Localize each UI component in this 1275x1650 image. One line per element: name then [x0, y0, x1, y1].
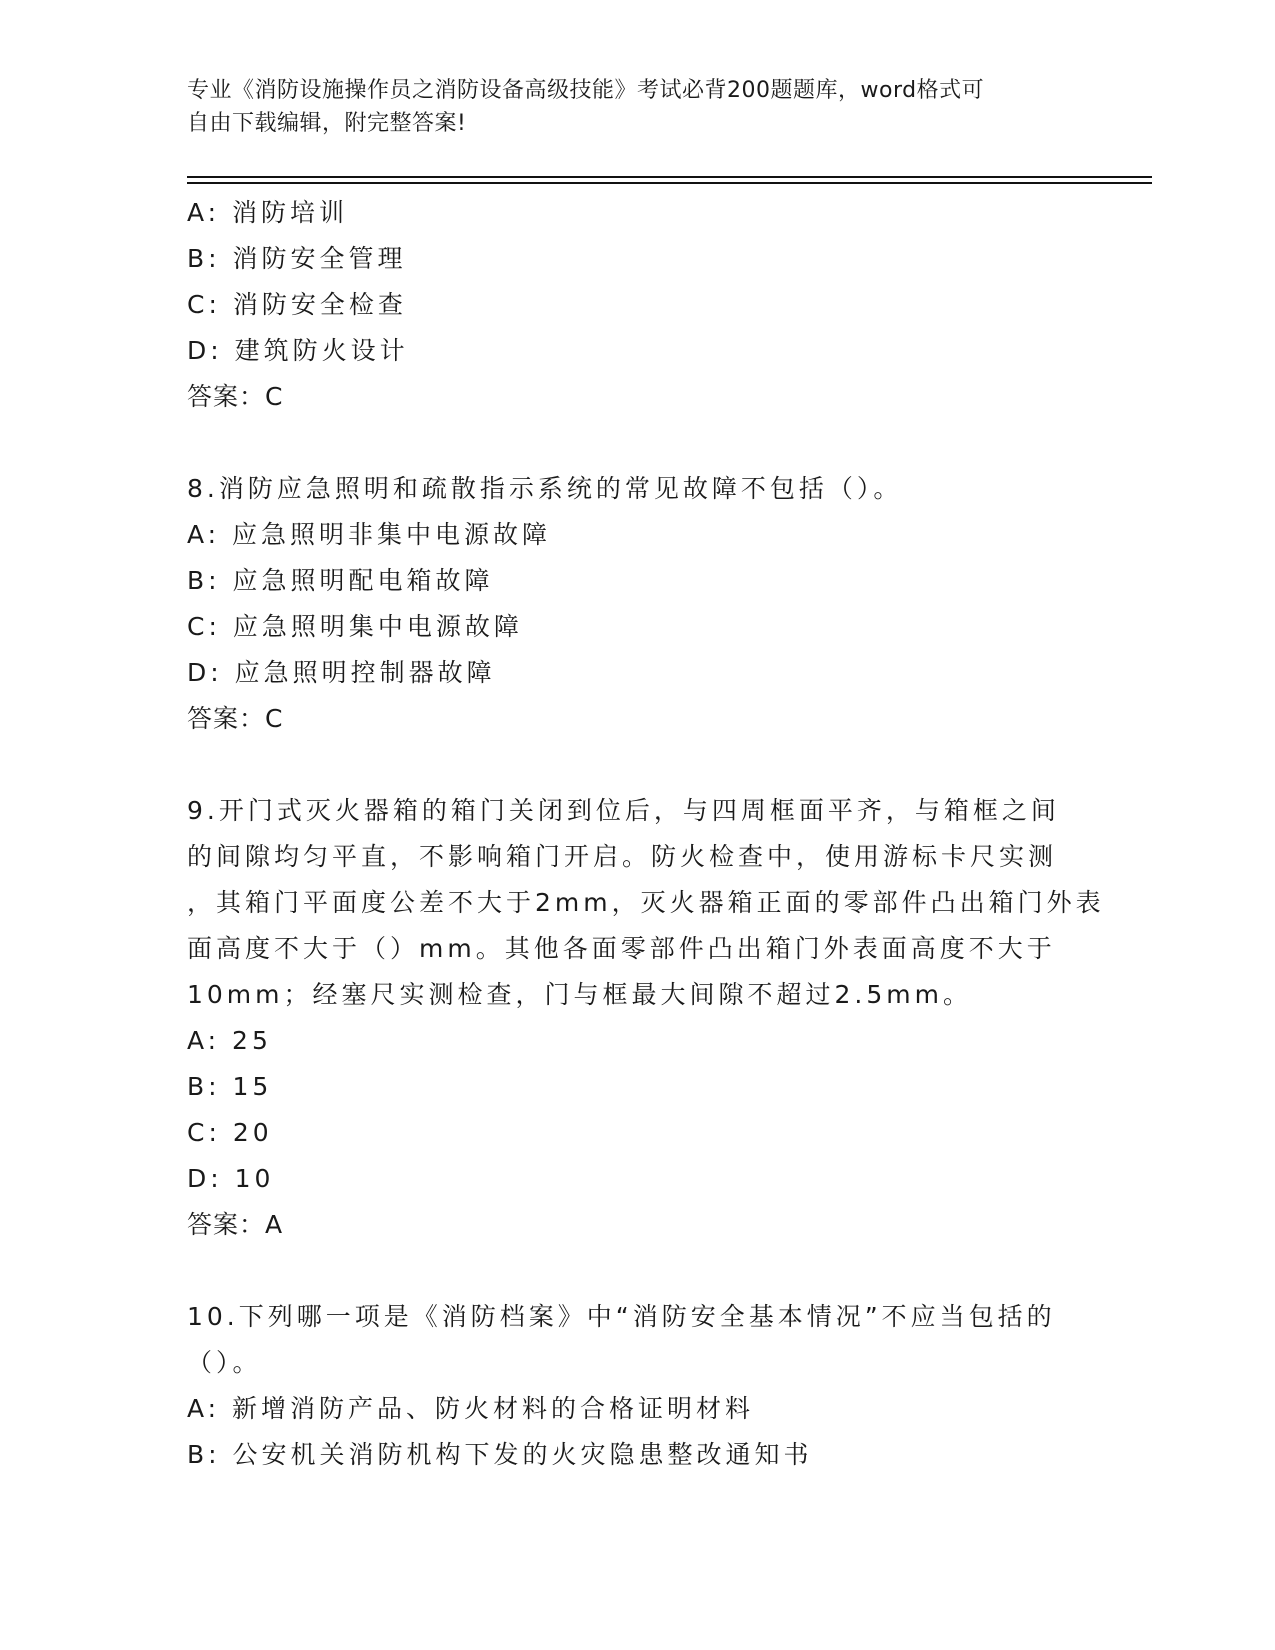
option-b: B: 消防安全管理: [187, 244, 407, 273]
question-text: [187, 788, 1107, 1018]
question-7: [187, 190, 1107, 420]
option-a: A: 应急照明非集中电源故障: [187, 520, 552, 549]
spacer: [187, 420, 1107, 466]
question-text-line: （）。: [187, 1348, 262, 1377]
option-b: B: 公安机关消防机构下发的火灾隐患整改通知书: [187, 1440, 813, 1469]
question-text-line: 面高度不大于（）mm。其他各面零部件凸出箱门外表面高度不大于: [187, 934, 1056, 963]
question-text: [187, 1294, 1107, 1386]
option-a: A: 新增消防产品、防火材料的合格证明材料: [187, 1394, 755, 1423]
option-d: D: 建筑防火设计: [187, 336, 409, 365]
question-text: 8.消防应急照明和疏散指示系统的常见故障不包括（）。: [187, 474, 903, 503]
document-header: [187, 74, 1067, 140]
option-b: B: 应急照明配电箱故障: [187, 566, 494, 595]
question-text-line: 10mm；经塞尺实测检查，门与框最大间隙不超过2.5mm。: [187, 980, 972, 1009]
spacer: [187, 742, 1107, 788]
option-a: A: 25: [187, 1026, 272, 1055]
question-text-line: 10.下列哪一项是《消防档案》中“消防安全基本情况”不应当包括的: [187, 1302, 1056, 1331]
header-line-1: 专业《消防设施操作员之消防设备高级技能》考试必背200题题库，word格式可: [187, 78, 985, 103]
document-body: [187, 190, 1107, 1478]
question-text-line: 的间隙均匀平直，不影响箱门开启。防火检查中，使用游标卡尺实测: [187, 842, 1058, 871]
header-line-2: 自由下载编辑，附完整答案!: [187, 111, 467, 136]
answer-line: 答案：A: [187, 1210, 284, 1239]
question-text-line: 9.开门式灭火器箱的箱门关闭到位后，与四周框面平齐，与箱框之间: [187, 796, 1060, 825]
option-d: D: 10: [187, 1164, 275, 1193]
header-divider-top: [187, 176, 1152, 178]
question-10: [187, 1294, 1107, 1478]
question-text-line: ，其箱门平面度公差不大于2mm，灭火器箱正面的零部件凸出箱门外表: [187, 888, 1105, 917]
question-9: [187, 788, 1107, 1248]
option-a: A: 消防培训: [187, 198, 349, 227]
option-d: D: 应急照明控制器故障: [187, 658, 496, 687]
answer-line: 答案：C: [187, 704, 284, 733]
option-c: C: 应急照明集中电源故障: [187, 612, 523, 641]
spacer: [187, 1248, 1107, 1294]
option-c: C: 20: [187, 1118, 273, 1147]
option-c: C: 消防安全检查: [187, 290, 407, 319]
answer-line: 答案：C: [187, 382, 284, 411]
question-8: [187, 466, 1107, 742]
option-b: B: 15: [187, 1072, 273, 1101]
header-divider-bottom: [187, 182, 1152, 184]
